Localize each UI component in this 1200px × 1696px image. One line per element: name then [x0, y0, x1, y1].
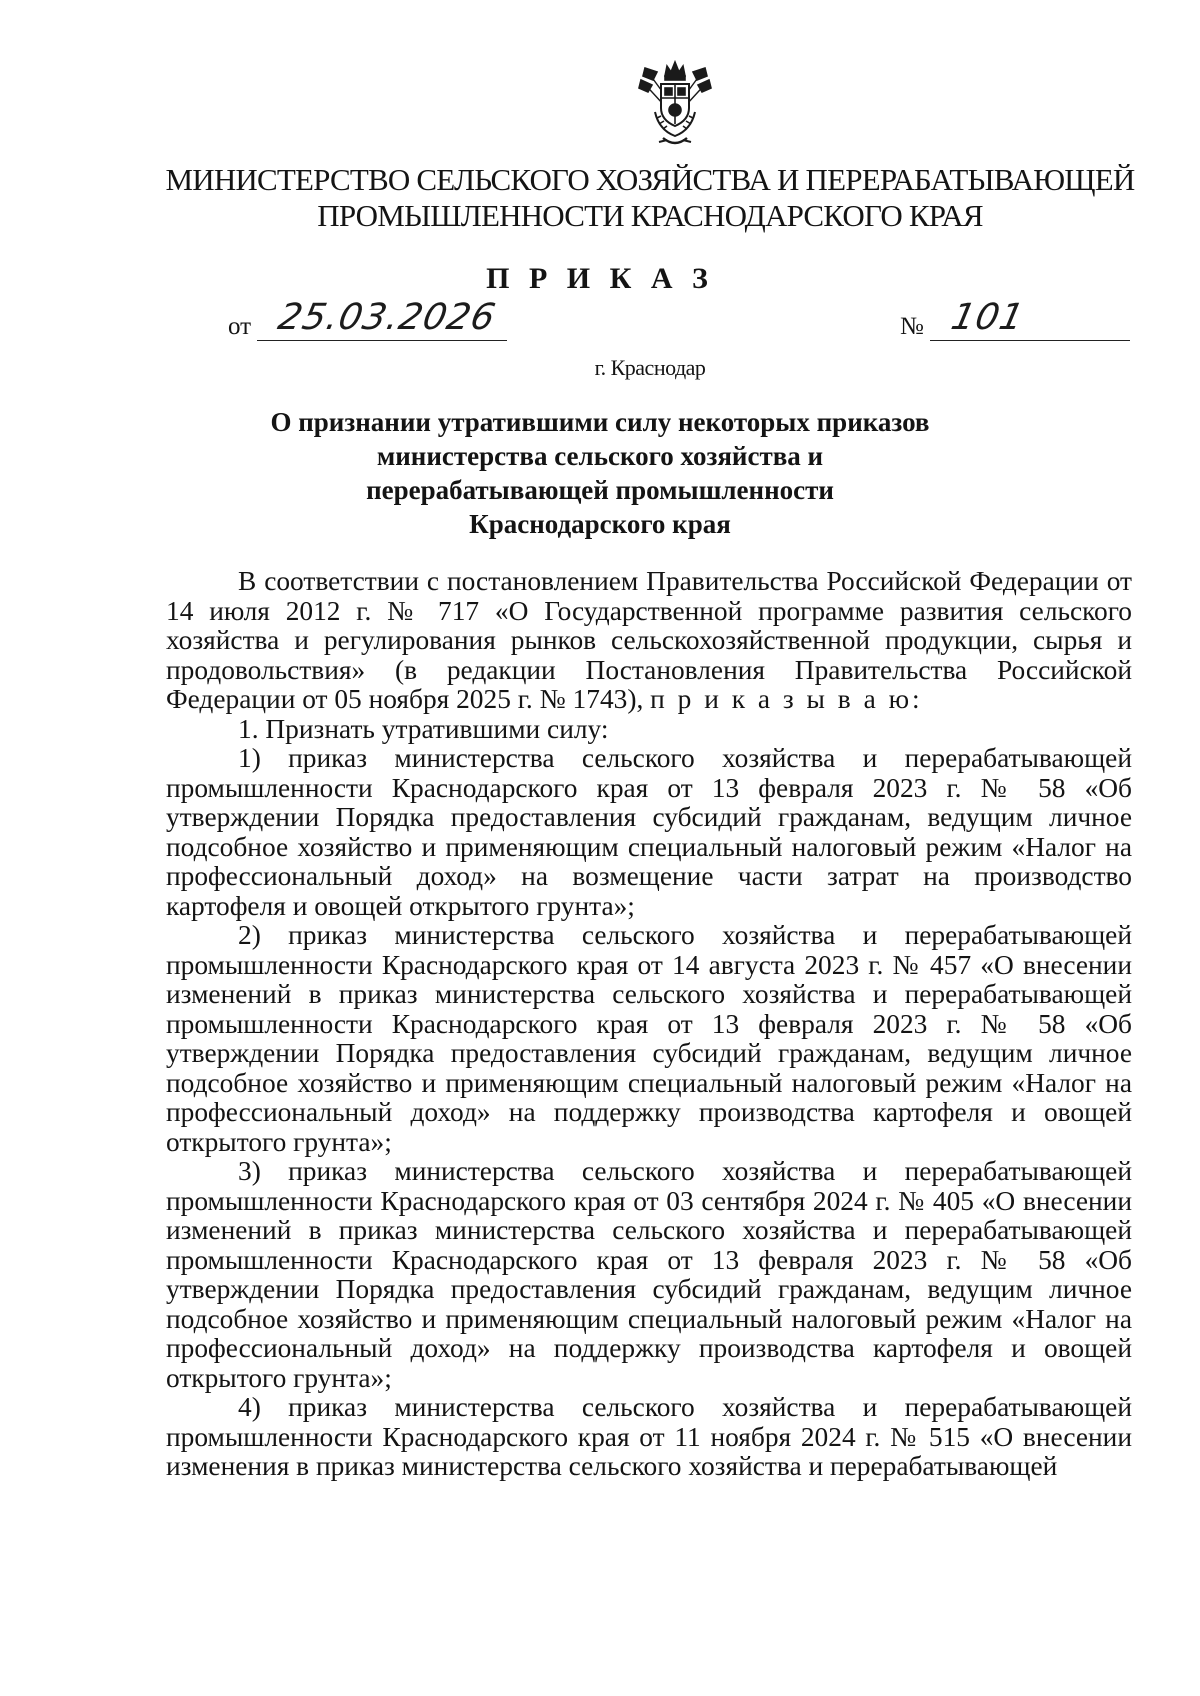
- handwritten-number: 101: [947, 297, 1029, 338]
- date-field: [257, 297, 507, 341]
- date-prefix: от: [228, 313, 252, 340]
- document-body: [166, 567, 1132, 1482]
- ministry-name-line2: ПРОМЫШЛЕННОСТИ КРАСНОДАРСКОГО КРАЯ: [317, 198, 983, 233]
- subject-line3: перерабатывающей промышленности: [366, 475, 834, 505]
- city: г. Краснодар: [594, 355, 706, 380]
- sub-item-2: 2) приказ министерства сельского хозяйства и перерабатывающей промышленности Краснодарского края от 14 августа 2023 г. № 457 «О внесении изменений в приказ министерства сельского хозяйства и перерабатывающей промышленности Краснодарского края от 13 февраля 2023 г. № 58 «Об утверждении Порядка предоставления субсидий гражданам, ведущим личное подсобное хозяйство и применяющим специальный налоговый режим «Налог на профессиональный доход» на поддержку производства картофеля и овощей открытого грунта»;: [166, 920, 1132, 1157]
- date-row: [228, 297, 507, 341]
- handwritten-date: 25.03.2026: [275, 297, 500, 338]
- order-word: п р и к а з ы в а ю:: [650, 684, 923, 714]
- number-prefix: №: [900, 313, 924, 340]
- subject-line1: О признании утратившими силу некоторых приказов: [270, 407, 930, 437]
- order-subject: [230, 405, 970, 541]
- intro-text: В соответствии с постановлением Правительства Российской Федерации от 14 июля 2012 г. № 717 «О Государственной программе развития сельского хозяйства и регулирования рынков сельскохозяйственной продукции, сырья и продовольствия» (в редакции Постановления Правительства Российской Федерации от 05 ноября 2025 г. № 1743),: [166, 566, 1132, 714]
- subject-line4: Краснодарского края: [469, 509, 731, 539]
- sub-item-4: 4) приказ министерства сельского хозяйства и перерабатывающей промышленности Краснодарского края от 11 ноября 2024 г. № 515 «О внесении изменения в приказ министерства сельского хозяйства и перерабатывающей: [166, 1392, 1132, 1481]
- number-row: [900, 297, 1130, 341]
- number-field: [930, 297, 1130, 341]
- document-type-title: П Р И К А З: [486, 262, 714, 295]
- ministry-name-line1: МИНИСТЕРСТВО СЕЛЬСКОГО ХОЗЯЙСТВА И ПЕРЕРАБАТЫВАЮЩЕЙ: [165, 162, 1135, 197]
- coat-of-arms-icon: [637, 58, 713, 150]
- ministry-name: [150, 162, 1150, 234]
- sub-item-3: 3) приказ министерства сельского хозяйства и перерабатывающей промышленности Краснодарского края от 03 сентября 2024 г. № 405 «О внесении изменений в приказ министерства сельского хозяйства и перерабатывающей промышленности Краснодарского края от 13 февраля 2023 г. № 58 «Об утверждении Порядка предоставления субсидий гражданам, ведущим личное подсобное хозяйство и применяющим специальный налоговый режим «Налог на профессиональный доход» на поддержку производства картофеля и овощей открытого грунта»;: [166, 1156, 1132, 1393]
- subject-line2: министерства сельского хозяйства и: [376, 441, 824, 471]
- intro-paragraph: [166, 567, 1132, 715]
- item-1: 1. Признать утратившими силу:: [238, 713, 609, 744]
- sub-item-1: 1) приказ министерства сельского хозяйства и перерабатывающей промышленности Краснодарского края от 13 февраля 2023 г. № 58 «Об утверждении Порядка предоставления субсидий гражданам, ведущим личное подсобное хозяйство и применяющим специальный налоговый режим «Налог на профессиональный доход» на возмещение части затрат на производство картофеля и овощей открытого грунта»;: [166, 743, 1132, 921]
